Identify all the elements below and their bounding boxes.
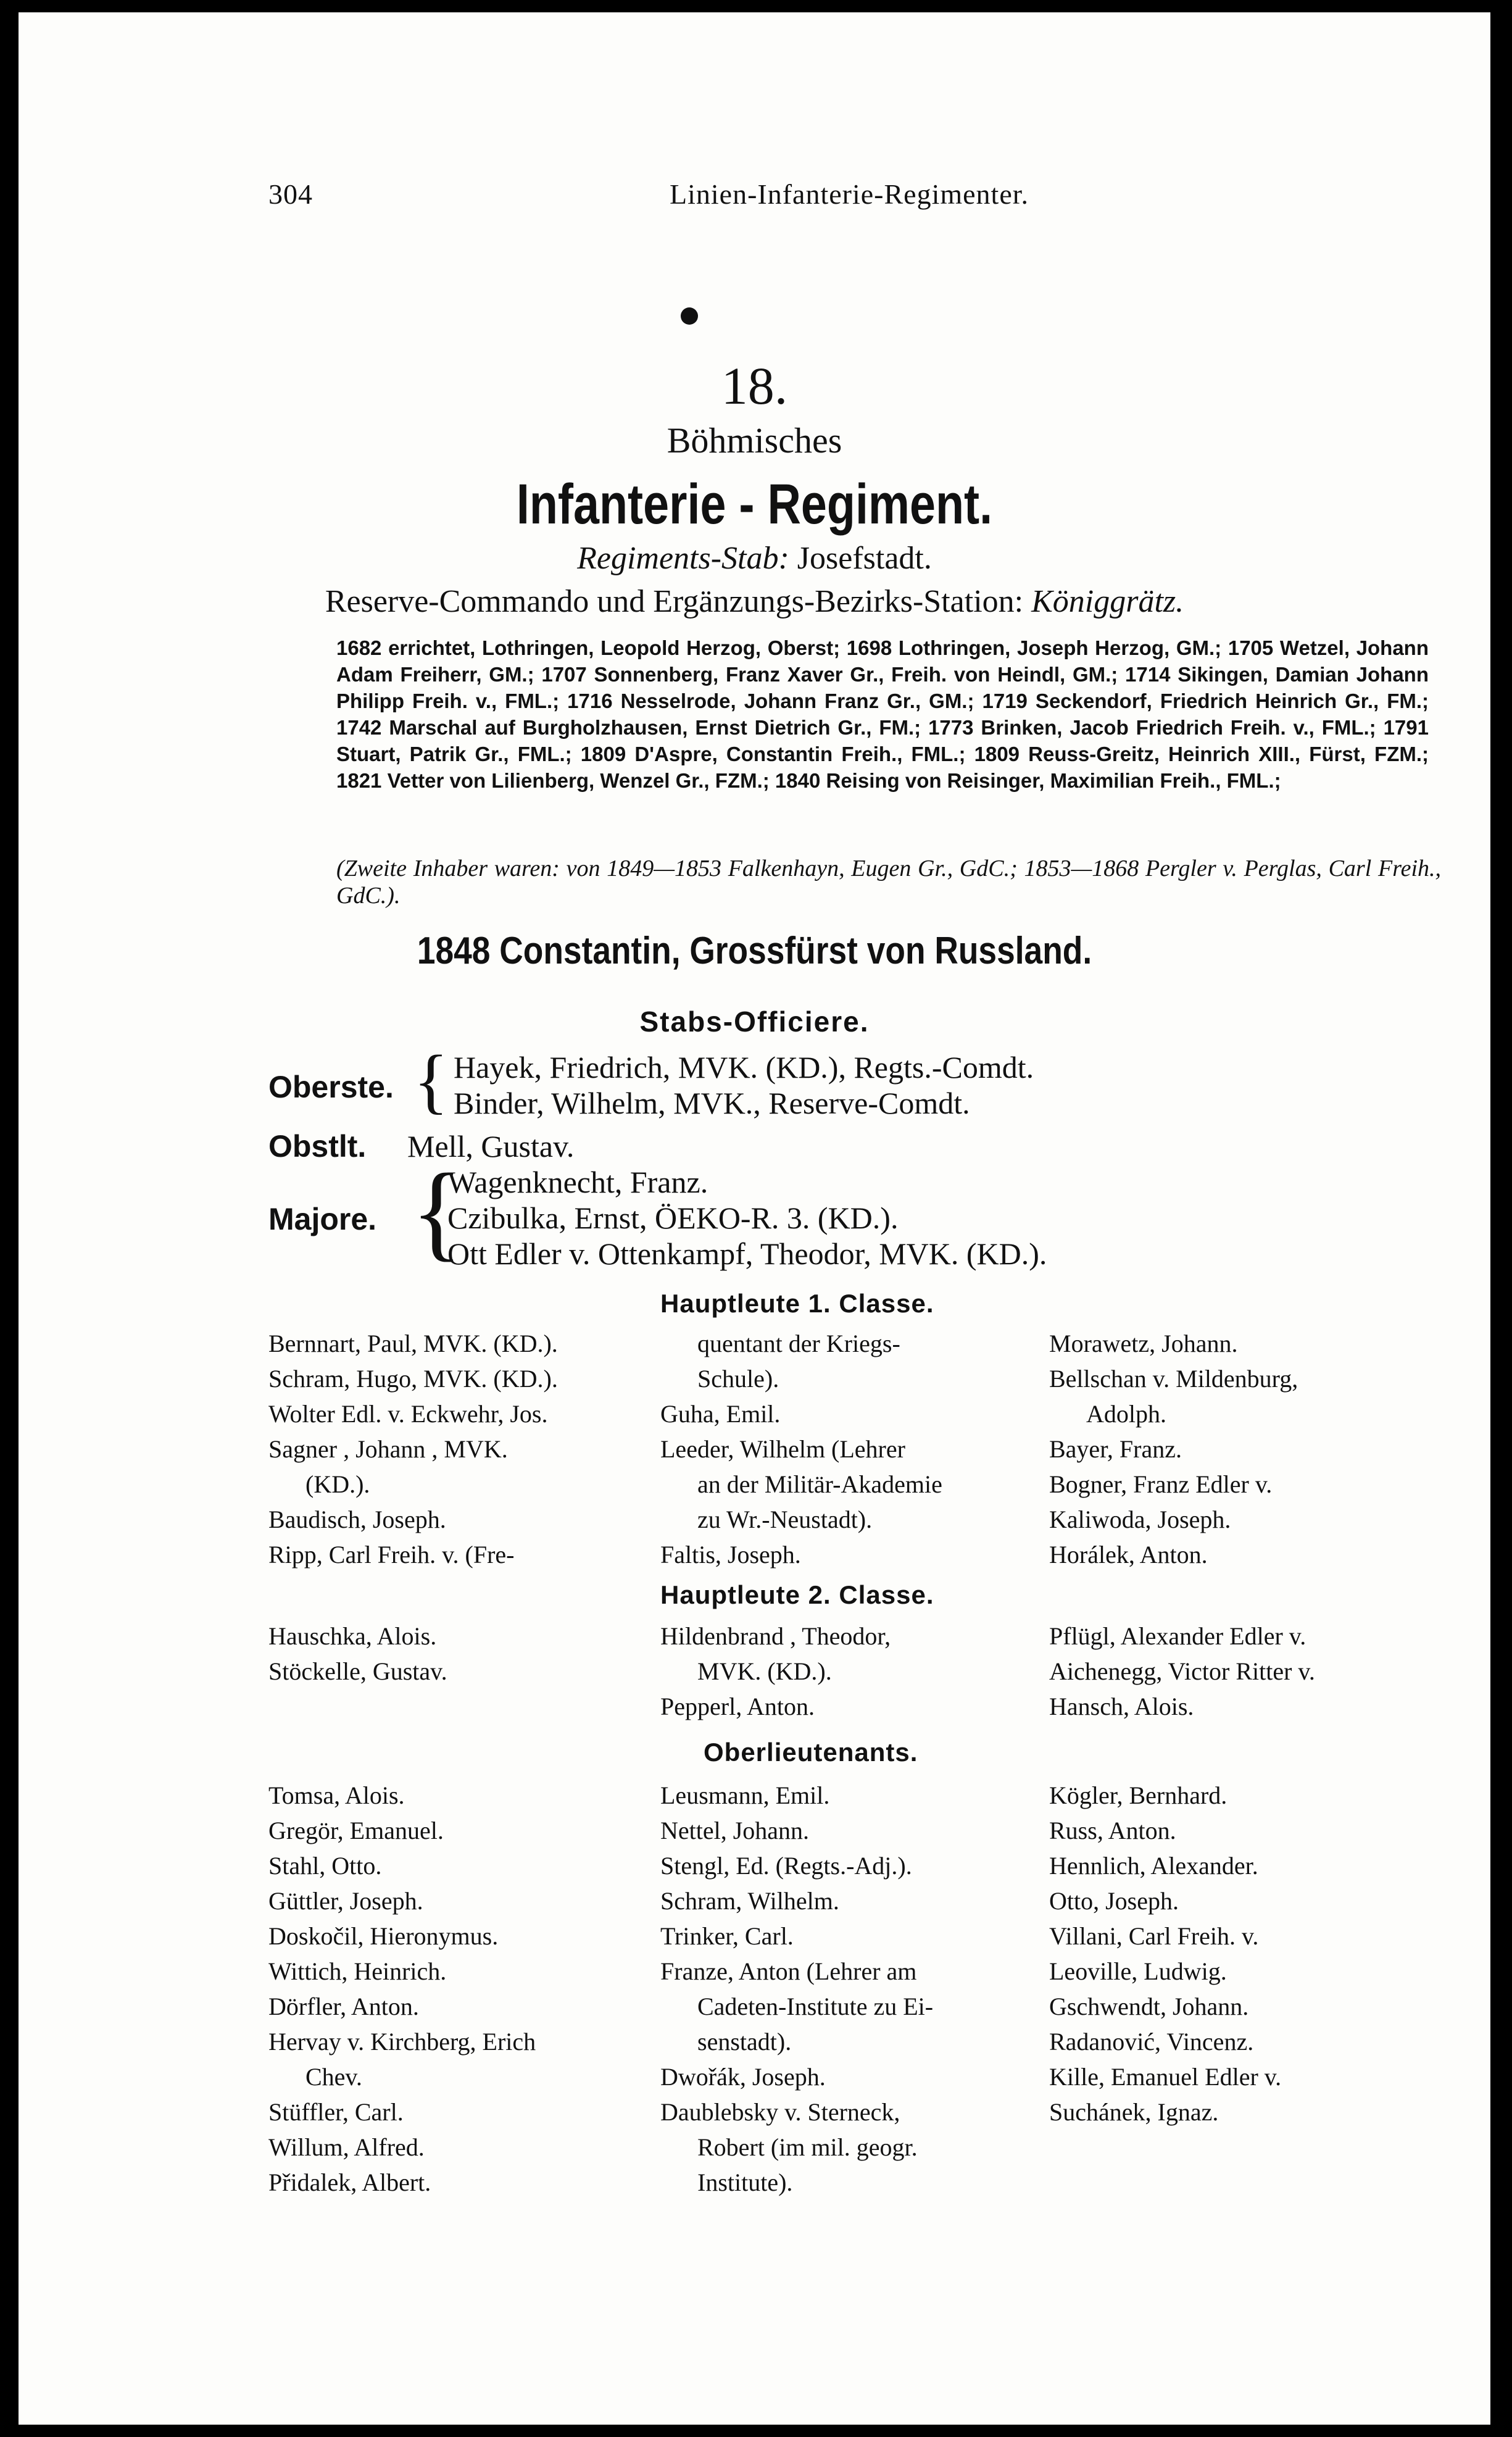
list-item: Morawetz, Johann. (1049, 1330, 1238, 1357)
regiment-title: Infanterie - Regiment. (516, 473, 993, 536)
second-owners: (Zweite Inhaber waren: von 1849—1853 Falkenhayn, Eugen Gr., GdC.; 1853—1868 Pergler v. Perglas, Carl Freih., GdC.). (336, 856, 1441, 909)
list-item: Chev. (305, 2063, 362, 2091)
reserve-line (19, 583, 1490, 620)
list-item: zu Wr.-Neustadt). (697, 1506, 873, 1533)
list-item: Ripp, Carl Freih. v. (Fre- (268, 1541, 515, 1568)
list-item: Adolph. (1086, 1400, 1166, 1428)
hauptleute2-col1 (268, 1618, 447, 1689)
page-number: 304 (268, 178, 313, 210)
list-item: Stöckelle, Gustav. (268, 1657, 447, 1685)
list-item: Gschwendt, Johann. (1049, 1993, 1249, 2020)
list-item: Hennlich, Alexander. (1049, 1852, 1258, 1880)
list-item: Schram, Wilhelm. (660, 1887, 839, 1915)
hauptleute2-heading: Hauptleute 2. Classe. (660, 1580, 934, 1609)
list-item: Institute). (697, 2168, 793, 2196)
hauptleute2-col2 (660, 1618, 891, 1724)
oberlieutenants-heading: Oberlieutenants. (704, 1738, 918, 1767)
list-item: Horálek, Anton. (1049, 1541, 1208, 1568)
document-page (19, 12, 1490, 2425)
hauptleute1-col3 (1049, 1326, 1298, 1572)
ink-dot (681, 307, 698, 325)
obstlt-name: Mell, Gustav. (407, 1129, 575, 1164)
list-item: Russ, Anton. (1049, 1817, 1176, 1844)
hauptleute1-heading: Hauptleute 1. Classe. (660, 1289, 934, 1318)
list-item: Pflügl, Alexander Edler v. (1049, 1622, 1306, 1650)
hauptleute1-col1 (268, 1326, 558, 1572)
majore-label: Majore. (268, 1202, 377, 1236)
list-item: an der Militär-Akademie (697, 1470, 942, 1498)
list-item: Aichenegg, Victor Ritter v. (1049, 1657, 1315, 1685)
list-item: Wolter Edl. v. Eckwehr, Jos. (268, 1400, 548, 1428)
list-item: Schram, Hugo, MVK. (KD.). (268, 1365, 558, 1393)
reserve-label: Reserve-Commando und Ergänzungs-Bezirks-Station: (325, 584, 1024, 619)
list-item: Bellschan v. Mildenburg, (1049, 1365, 1298, 1393)
major-2: Czibulka, Ernst, ÖEKO-R. 3. (KD.). (447, 1201, 899, 1235)
list-item: Stahl, Otto. (268, 1852, 382, 1880)
running-head: Linien-Infanterie-Regimenter. (670, 178, 1029, 210)
hauptleute1-col2 (660, 1326, 942, 1572)
list-item: Villani, Carl Freih. v. (1049, 1922, 1259, 1950)
list-item: Robert (im mil. geogr. (697, 2133, 918, 2161)
list-item: Suchánek, Ignaz. (1049, 2098, 1219, 2126)
list-item: Přidalek, Albert. (268, 2168, 431, 2196)
list-item: Daublebsky v. Sterneck, (660, 2098, 900, 2126)
list-item: Otto, Joseph. (1049, 1887, 1179, 1915)
list-item: Leoville, Ludwig. (1049, 1957, 1227, 1985)
list-item: Guha, Emil. (660, 1400, 781, 1428)
list-item: Bogner, Franz Edler v. (1049, 1470, 1273, 1498)
regiment-origin: Böhmisches (667, 420, 842, 460)
oberste-label: Oberste. (268, 1070, 394, 1104)
list-item: senstadt). (697, 2028, 792, 2056)
list-item: Franze, Anton (Lehrer am (660, 1957, 917, 1985)
list-item: Hauschka, Alois. (268, 1622, 437, 1650)
list-item: Radanović, Vincenz. (1049, 2028, 1254, 2056)
list-item: Hansch, Alois. (1049, 1693, 1194, 1720)
oberst-1: Hayek, Friedrich, MVK. (KD.), Regts.-Comdt. (454, 1050, 1034, 1085)
list-item: Cadeten-Institute zu Ei- (697, 1993, 934, 2020)
list-item: Schule). (697, 1365, 779, 1393)
list-item: quentant der Kriegs- (697, 1330, 900, 1357)
list-item: Willum, Alfred. (268, 2133, 425, 2161)
staff-location: Josefstadt. (797, 541, 932, 576)
list-item: Güttler, Joseph. (268, 1887, 423, 1915)
list-item: Tomsa, Alois. (268, 1781, 405, 1809)
brace-symbol: { (413, 1040, 449, 1121)
list-item: Stüffler, Carl. (268, 2098, 404, 2126)
regiment-history: 1682 errichtet, Lothringen, Leopold Herzog, Oberst; 1698 Lothringen, Joseph Herzog, GM.; 1705 Wetzel, Johann Adam Freiherr, GM.; 1707 Sonnenberg, Franz Xaver Gr., Freih. von Heindl, GM.; 1714 Sikingen, Damian Johann Philipp Freih. v., FML.; 1716 Nesselrode, Johann Franz Gr., GM.; 1719 Seckendorf, Friedrich Heinrich Gr., FM.; 1742 Marschal auf Burgholzhausen, Ernst Dietrich Gr., FM.; 1773 Brinken, Jacob Friedrich Freih. v., FML.; 1791 Stuart, Patrik Gr., FML.; 1809 D'Aspre, Constantin Freih., FML.; 1809 Reuss-Greitz, Heinrich XIII., Fürst, FZM.; 1821 Vetter von Lilienberg, Wenzel Gr., FZM.; 1840 Reising von Reisinger, Maximilian Freih., FML.; (336, 636, 1429, 792)
list-item: Pepperl, Anton. (660, 1693, 815, 1720)
obstlt-label: Obstlt. (268, 1129, 367, 1164)
oberst-2: Binder, Wilhelm, MVK., Reserve-Comdt. (454, 1086, 970, 1120)
list-item: MVK. (KD.). (697, 1657, 832, 1685)
list-item: Baudisch, Joseph. (268, 1506, 446, 1533)
list-item: Gregör, Emanuel. (268, 1817, 444, 1844)
major-3: Ott Edler v. Ottenkampf, Theodor, MVK. (KD.). (447, 1236, 1047, 1271)
list-item: Dörfler, Anton. (268, 1993, 419, 2020)
list-item: Bayer, Franz. (1049, 1435, 1182, 1463)
list-item: Dwořák, Joseph. (660, 2063, 826, 2091)
regiment-number: 18. (721, 356, 788, 415)
list-item: Nettel, Johann. (660, 1817, 810, 1844)
staff-label: Regiments-Stab: (577, 541, 789, 576)
brace-symbol: { (411, 1151, 463, 1271)
staff-location-line (19, 540, 1490, 577)
oberlieutenants-col1 (268, 1778, 536, 2200)
list-item: Leeder, Wilhelm (Lehrer (660, 1435, 905, 1463)
list-item: Wittich, Heinrich. (268, 1957, 447, 1985)
list-item: Hervay v. Kirchberg, Erich (268, 2028, 536, 2056)
list-item: Hildenbrand , Theodor, (660, 1622, 891, 1650)
reserve-location: Königgrätz. (1031, 584, 1184, 619)
list-item: Kaliwoda, Joseph. (1049, 1506, 1231, 1533)
list-item: Kögler, Bernhard. (1049, 1781, 1227, 1809)
oberlieutenants-col3 (1049, 1778, 1281, 2130)
list-item: Kille, Emanuel Edler v. (1049, 2063, 1282, 2091)
hauptleute2-col3 (1049, 1618, 1315, 1724)
oberlieutenants-col2 (660, 1778, 933, 2200)
staff-officers-heading: Stabs-Officiere. (639, 1006, 870, 1038)
list-item: Bernnart, Paul, MVK. (KD.). (268, 1330, 558, 1357)
list-item: Trinker, Carl. (660, 1922, 794, 1950)
list-item: Stengl, Ed. (Regts.-Adj.). (660, 1852, 912, 1880)
list-item: (KD.). (305, 1470, 370, 1498)
list-item: Leusmann, Emil. (660, 1781, 830, 1809)
list-item: Faltis, Joseph. (660, 1541, 801, 1568)
regiment-owner: 1848 Constantin, Grossfürst von Russland. (417, 930, 1092, 972)
list-item: Sagner , Johann , MVK. (268, 1435, 508, 1463)
major-1: Wagenknecht, Franz. (447, 1165, 708, 1199)
list-item: Doskočil, Hieronymus. (268, 1922, 499, 1950)
